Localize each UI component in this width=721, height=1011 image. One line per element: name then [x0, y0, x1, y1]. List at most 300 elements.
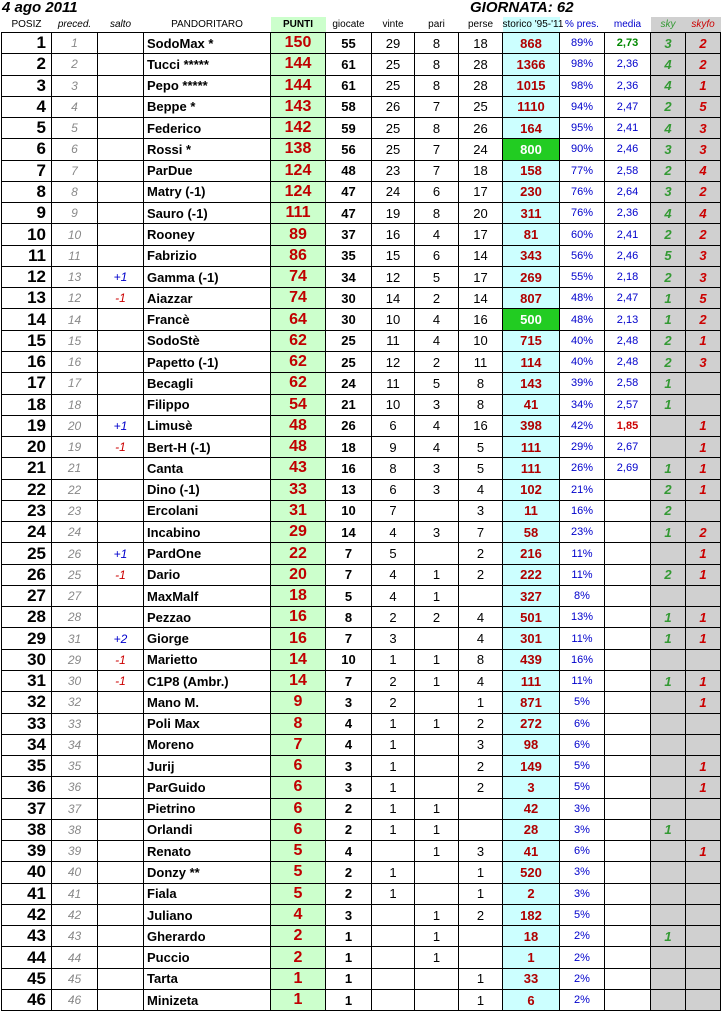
- position-cell: 36: [2, 777, 52, 798]
- wins-cell: 25: [372, 139, 415, 160]
- historic-cell: 311: [503, 203, 560, 224]
- player-name-cell: Donzy **: [144, 862, 271, 883]
- previous-position-cell: 4: [52, 96, 98, 117]
- wins-cell: [372, 904, 415, 925]
- average-cell: [605, 692, 651, 713]
- sky-cell: [651, 543, 686, 564]
- wins-cell: 10: [372, 394, 415, 415]
- position-cell: 30: [2, 649, 52, 670]
- wins-cell: 4: [372, 585, 415, 606]
- points-cell: 62: [271, 373, 326, 394]
- losses-cell: 14: [459, 245, 503, 266]
- points-cell: 64: [271, 309, 326, 330]
- previous-position-cell: 13: [52, 266, 98, 287]
- position-change-cell: [98, 713, 144, 734]
- played-cell: 1: [326, 989, 372, 1010]
- previous-position-cell: 39: [52, 841, 98, 862]
- points-cell: 5: [271, 841, 326, 862]
- wins-cell: 1: [372, 777, 415, 798]
- previous-position-cell: 46: [52, 989, 98, 1010]
- wins-cell: 3: [372, 628, 415, 649]
- average-cell: [605, 904, 651, 925]
- skyfo-cell: [686, 947, 721, 968]
- presence-cell: 6%: [560, 841, 605, 862]
- previous-position-cell: 28: [52, 607, 98, 628]
- draws-cell: [415, 543, 459, 564]
- points-cell: 89: [271, 224, 326, 245]
- losses-cell: 11: [459, 351, 503, 372]
- presence-cell: 77%: [560, 160, 605, 181]
- points-cell: 9: [271, 692, 326, 713]
- points-cell: 144: [271, 75, 326, 96]
- historic-cell: 398: [503, 415, 560, 436]
- position-change-cell: [98, 798, 144, 819]
- col-name: PANDORITARO: [144, 17, 271, 33]
- position-change-cell: [98, 139, 144, 160]
- sky-cell: 2: [651, 330, 686, 351]
- table-row: [2, 394, 721, 415]
- losses-cell: 3: [459, 734, 503, 755]
- position-change-cell: [98, 500, 144, 521]
- skyfo-cell: 1: [686, 564, 721, 585]
- presence-cell: 48%: [560, 288, 605, 309]
- played-cell: 2: [326, 883, 372, 904]
- position-cell: 12: [2, 266, 52, 287]
- player-name-cell: PardOne: [144, 543, 271, 564]
- matchday-label: GIORNATA: 62: [470, 0, 574, 16]
- table-row: [2, 862, 721, 883]
- average-cell: 2,41: [605, 224, 651, 245]
- position-cell: 35: [2, 756, 52, 777]
- historic-cell: 182: [503, 904, 560, 925]
- table-row: [2, 458, 721, 479]
- wins-cell: 4: [372, 564, 415, 585]
- draws-cell: 3: [415, 479, 459, 500]
- sky-cell: 1: [651, 394, 686, 415]
- skyfo-cell: 1: [686, 628, 721, 649]
- wins-cell: 4: [372, 522, 415, 543]
- draws-cell: 6: [415, 181, 459, 202]
- table-row: [2, 798, 721, 819]
- played-cell: 30: [326, 288, 372, 309]
- played-cell: 47: [326, 203, 372, 224]
- sky-cell: 4: [651, 118, 686, 139]
- presence-cell: 16%: [560, 500, 605, 521]
- draws-cell: 5: [415, 266, 459, 287]
- previous-position-cell: 8: [52, 181, 98, 202]
- table-row: [2, 139, 721, 160]
- average-cell: 2,18: [605, 266, 651, 287]
- table-row: [2, 75, 721, 96]
- wins-cell: 14: [372, 288, 415, 309]
- average-cell: [605, 734, 651, 755]
- skyfo-cell: 3: [686, 266, 721, 287]
- wins-cell: 1: [372, 649, 415, 670]
- col-storico: storico '95-'11: [503, 17, 560, 33]
- previous-position-cell: 11: [52, 245, 98, 266]
- average-cell: 2,47: [605, 288, 651, 309]
- position-cell: 2: [2, 54, 52, 75]
- played-cell: 24: [326, 373, 372, 394]
- wins-cell: 11: [372, 373, 415, 394]
- player-name-cell: Pezzao: [144, 607, 271, 628]
- skyfo-cell: 2: [686, 309, 721, 330]
- skyfo-cell: 2: [686, 224, 721, 245]
- skyfo-cell: 1: [686, 670, 721, 691]
- position-cell: 29: [2, 628, 52, 649]
- average-cell: [605, 989, 651, 1010]
- wins-cell: [372, 947, 415, 968]
- points-cell: 5: [271, 862, 326, 883]
- previous-position-cell: 7: [52, 160, 98, 181]
- sky-cell: 4: [651, 203, 686, 224]
- player-name-cell: Ercolani: [144, 500, 271, 521]
- presence-cell: 2%: [560, 947, 605, 968]
- sky-cell: 1: [651, 522, 686, 543]
- points-cell: 2: [271, 947, 326, 968]
- draws-cell: 7: [415, 160, 459, 181]
- presence-cell: 5%: [560, 692, 605, 713]
- table-body: [2, 33, 721, 1011]
- position-cell: 38: [2, 819, 52, 840]
- presence-cell: 98%: [560, 54, 605, 75]
- position-change-cell: [98, 841, 144, 862]
- skyfo-cell: 3: [686, 351, 721, 372]
- table-row: [2, 33, 721, 54]
- losses-cell: 4: [459, 479, 503, 500]
- sky-cell: [651, 756, 686, 777]
- table-row: [2, 309, 721, 330]
- table-row: [2, 351, 721, 372]
- table-row: [2, 756, 721, 777]
- table-row: [2, 330, 721, 351]
- draws-cell: 1: [415, 713, 459, 734]
- wins-cell: 1: [372, 756, 415, 777]
- skyfo-cell: 2: [686, 522, 721, 543]
- sky-cell: 1: [651, 458, 686, 479]
- player-name-cell: MaxMalf: [144, 585, 271, 606]
- presence-cell: 29%: [560, 437, 605, 458]
- draws-cell: 3: [415, 522, 459, 543]
- col-pres: % pres.: [560, 17, 605, 33]
- played-cell: 61: [326, 75, 372, 96]
- table-row: [2, 543, 721, 564]
- position-cell: 13: [2, 288, 52, 309]
- previous-position-cell: 1: [52, 33, 98, 54]
- position-cell: 23: [2, 500, 52, 521]
- played-cell: 5: [326, 585, 372, 606]
- points-cell: 54: [271, 394, 326, 415]
- losses-cell: 10: [459, 330, 503, 351]
- draws-cell: 4: [415, 330, 459, 351]
- player-name-cell: Fiala: [144, 883, 271, 904]
- table-row: [2, 734, 721, 755]
- sky-cell: 2: [651, 96, 686, 117]
- losses-cell: 8: [459, 394, 503, 415]
- player-name-cell: Jurij: [144, 756, 271, 777]
- points-cell: 48: [271, 415, 326, 436]
- draws-cell: 8: [415, 118, 459, 139]
- sky-cell: 2: [651, 500, 686, 521]
- sky-cell: 1: [651, 309, 686, 330]
- draws-cell: 1: [415, 564, 459, 585]
- losses-cell: 3: [459, 841, 503, 862]
- table-row: [2, 479, 721, 500]
- player-name-cell: Bert-H (-1): [144, 437, 271, 458]
- previous-position-cell: 5: [52, 118, 98, 139]
- losses-cell: 1: [459, 862, 503, 883]
- points-cell: 62: [271, 330, 326, 351]
- played-cell: 14: [326, 522, 372, 543]
- skyfo-cell: [686, 373, 721, 394]
- historic-cell: 439: [503, 649, 560, 670]
- previous-position-cell: 12: [52, 288, 98, 309]
- position-change-cell: [98, 394, 144, 415]
- historic-cell: 3: [503, 777, 560, 798]
- wins-cell: 12: [372, 351, 415, 372]
- average-cell: [605, 777, 651, 798]
- wins-cell: 2: [372, 670, 415, 691]
- skyfo-cell: 1: [686, 330, 721, 351]
- wins-cell: 25: [372, 54, 415, 75]
- average-cell: 2,48: [605, 351, 651, 372]
- position-change-cell: -1: [98, 437, 144, 458]
- played-cell: 35: [326, 245, 372, 266]
- position-cell: 24: [2, 522, 52, 543]
- wins-cell: 23: [372, 160, 415, 181]
- average-cell: [605, 670, 651, 691]
- table-row: [2, 500, 721, 521]
- historic-cell: 327: [503, 585, 560, 606]
- points-cell: 18: [271, 585, 326, 606]
- draws-cell: 7: [415, 96, 459, 117]
- previous-position-cell: 35: [52, 756, 98, 777]
- position-cell: 43: [2, 926, 52, 947]
- previous-position-cell: 26: [52, 543, 98, 564]
- sky-cell: 3: [651, 139, 686, 160]
- position-change-cell: [98, 33, 144, 54]
- table-row: [2, 224, 721, 245]
- position-change-cell: +1: [98, 266, 144, 287]
- points-cell: 14: [271, 649, 326, 670]
- position-change-cell: [98, 819, 144, 840]
- played-cell: 2: [326, 819, 372, 840]
- historic-cell: 216: [503, 543, 560, 564]
- player-name-cell: Pietrino: [144, 798, 271, 819]
- historic-cell: 143: [503, 373, 560, 394]
- skyfo-cell: [686, 500, 721, 521]
- draws-cell: 1: [415, 841, 459, 862]
- losses-cell: 5: [459, 437, 503, 458]
- presence-cell: 3%: [560, 862, 605, 883]
- points-cell: 142: [271, 118, 326, 139]
- sky-cell: 5: [651, 245, 686, 266]
- player-name-cell: Juliano: [144, 904, 271, 925]
- position-cell: 7: [2, 160, 52, 181]
- table-row: [2, 203, 721, 224]
- points-cell: 124: [271, 181, 326, 202]
- historic-cell: 1015: [503, 75, 560, 96]
- points-cell: 86: [271, 245, 326, 266]
- points-cell: 4: [271, 904, 326, 925]
- presence-cell: 40%: [560, 351, 605, 372]
- sky-cell: 2: [651, 224, 686, 245]
- skyfo-cell: 5: [686, 288, 721, 309]
- presence-cell: 5%: [560, 777, 605, 798]
- played-cell: 48: [326, 160, 372, 181]
- position-change-cell: -1: [98, 670, 144, 691]
- played-cell: 56: [326, 139, 372, 160]
- table-row: [2, 160, 721, 181]
- played-cell: 3: [326, 756, 372, 777]
- historic-cell: 42: [503, 798, 560, 819]
- average-cell: 2,36: [605, 75, 651, 96]
- position-cell: 32: [2, 692, 52, 713]
- skyfo-cell: 1: [686, 75, 721, 96]
- previous-position-cell: 18: [52, 394, 98, 415]
- average-cell: [605, 649, 651, 670]
- points-cell: 43: [271, 458, 326, 479]
- average-cell: [605, 968, 651, 989]
- presence-cell: 8%: [560, 585, 605, 606]
- position-change-cell: [98, 585, 144, 606]
- col-sky: sky: [651, 17, 686, 33]
- position-change-cell: +1: [98, 415, 144, 436]
- sky-cell: [651, 437, 686, 458]
- points-cell: 74: [271, 266, 326, 287]
- average-cell: [605, 798, 651, 819]
- losses-cell: 4: [459, 628, 503, 649]
- average-cell: 2,58: [605, 160, 651, 181]
- sky-cell: [651, 692, 686, 713]
- wins-cell: 11: [372, 330, 415, 351]
- played-cell: 8: [326, 607, 372, 628]
- presence-cell: 11%: [560, 564, 605, 585]
- presence-cell: 60%: [560, 224, 605, 245]
- played-cell: 58: [326, 96, 372, 117]
- losses-cell: 2: [459, 904, 503, 925]
- previous-position-cell: 16: [52, 351, 98, 372]
- points-cell: 8: [271, 713, 326, 734]
- losses-cell: 18: [459, 33, 503, 54]
- points-cell: 22: [271, 543, 326, 564]
- sky-cell: 1: [651, 288, 686, 309]
- historic-cell: 102: [503, 479, 560, 500]
- wins-cell: 1: [372, 862, 415, 883]
- col-giocate: giocate: [326, 17, 372, 33]
- position-cell: 39: [2, 841, 52, 862]
- historic-cell: 11: [503, 500, 560, 521]
- position-cell: 44: [2, 947, 52, 968]
- previous-position-cell: 19: [52, 437, 98, 458]
- presence-cell: 16%: [560, 649, 605, 670]
- position-change-cell: [98, 458, 144, 479]
- skyfo-cell: 3: [686, 245, 721, 266]
- previous-position-cell: 21: [52, 458, 98, 479]
- losses-cell: 25: [459, 96, 503, 117]
- played-cell: 10: [326, 649, 372, 670]
- position-cell: 37: [2, 798, 52, 819]
- skyfo-cell: [686, 862, 721, 883]
- wins-cell: 25: [372, 118, 415, 139]
- skyfo-cell: 1: [686, 607, 721, 628]
- draws-cell: [415, 734, 459, 755]
- sky-cell: [651, 713, 686, 734]
- sky-cell: [651, 947, 686, 968]
- sky-cell: 1: [651, 628, 686, 649]
- player-name-cell: ParDue: [144, 160, 271, 181]
- position-change-cell: [98, 309, 144, 330]
- player-name-cell: Minizeta: [144, 989, 271, 1010]
- wins-cell: [372, 968, 415, 989]
- played-cell: 4: [326, 841, 372, 862]
- average-cell: [605, 585, 651, 606]
- wins-cell: 1: [372, 713, 415, 734]
- historic-cell: 111: [503, 670, 560, 691]
- previous-position-cell: 27: [52, 585, 98, 606]
- position-change-cell: [98, 224, 144, 245]
- points-cell: 150: [271, 33, 326, 54]
- player-name-cell: Sauro (-1): [144, 203, 271, 224]
- losses-cell: [459, 926, 503, 947]
- sky-cell: 2: [651, 351, 686, 372]
- position-change-cell: [98, 245, 144, 266]
- losses-cell: [459, 947, 503, 968]
- previous-position-cell: 22: [52, 479, 98, 500]
- played-cell: 7: [326, 564, 372, 585]
- historic-cell: 800: [503, 139, 560, 160]
- played-cell: 34: [326, 266, 372, 287]
- presence-cell: 39%: [560, 373, 605, 394]
- points-cell: 74: [271, 288, 326, 309]
- wins-cell: 16: [372, 224, 415, 245]
- presence-cell: 3%: [560, 819, 605, 840]
- played-cell: 61: [326, 54, 372, 75]
- skyfo-cell: 1: [686, 756, 721, 777]
- wins-cell: 1: [372, 734, 415, 755]
- previous-position-cell: 38: [52, 819, 98, 840]
- skyfo-cell: [686, 904, 721, 925]
- position-change-cell: [98, 351, 144, 372]
- presence-cell: 48%: [560, 309, 605, 330]
- position-cell: 22: [2, 479, 52, 500]
- losses-cell: 4: [459, 607, 503, 628]
- presence-cell: 2%: [560, 989, 605, 1010]
- losses-cell: 1: [459, 989, 503, 1010]
- historic-cell: 6: [503, 989, 560, 1010]
- player-name-cell: Rooney: [144, 224, 271, 245]
- average-cell: [605, 607, 651, 628]
- previous-position-cell: 36: [52, 777, 98, 798]
- position-cell: 21: [2, 458, 52, 479]
- previous-position-cell: 23: [52, 500, 98, 521]
- position-cell: 8: [2, 181, 52, 202]
- table-row: [2, 522, 721, 543]
- previous-position-cell: 2: [52, 54, 98, 75]
- losses-cell: 3: [459, 500, 503, 521]
- col-media: media: [605, 17, 651, 33]
- position-cell: 14: [2, 309, 52, 330]
- report-date: 4 ago 2011: [2, 0, 78, 16]
- table-row: [2, 968, 721, 989]
- position-change-cell: [98, 904, 144, 925]
- wins-cell: 1: [372, 883, 415, 904]
- position-cell: 6: [2, 139, 52, 160]
- presence-cell: 5%: [560, 904, 605, 925]
- average-cell: 1,85: [605, 415, 651, 436]
- position-cell: 25: [2, 543, 52, 564]
- skyfo-cell: [686, 926, 721, 947]
